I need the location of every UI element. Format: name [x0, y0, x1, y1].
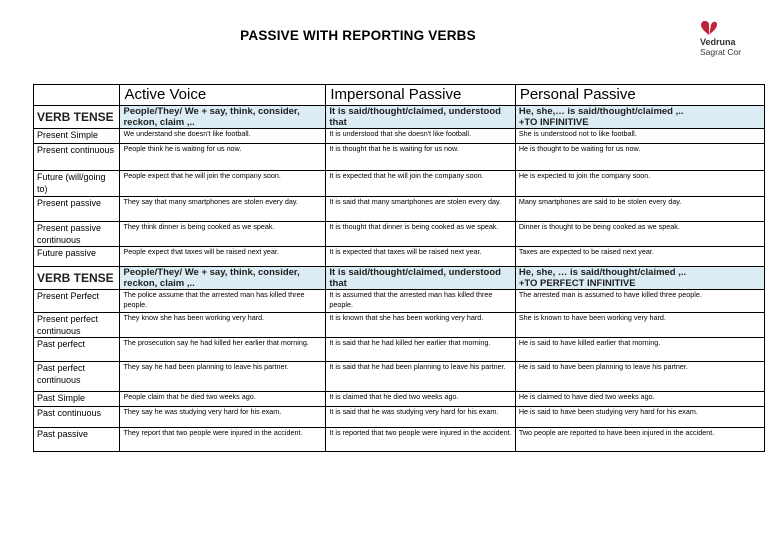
tense-name: Present passive continuous — [34, 222, 120, 247]
active-voice-example: People claim that he died two weeks ago. — [120, 392, 326, 407]
impersonal-passive-example: It is expected that taxes will be raised next year. — [326, 247, 515, 267]
personal-passive-example: He is said to have killed earlier that morning. — [515, 338, 764, 362]
personal-passive-example: Two people are reported to have been injured in the accident. — [515, 428, 764, 452]
impersonal-passive-example: It is assumed that the arrested man has killed three people. — [326, 290, 515, 313]
table-row — [34, 222, 765, 247]
table-row — [34, 428, 765, 452]
impersonal-passive-example: It is thought that he is waiting for us now. — [326, 144, 515, 171]
impersonal-passive-example: It is said that he had killed her earlier that morning. — [326, 338, 515, 362]
page-title: PASSIVE WITH REPORTING VERBS — [240, 28, 476, 43]
impersonal-passive-example: It is reported that two people were injured in the accident. — [326, 428, 515, 452]
active-voice-example: The prosecution say he had killed her earlier that morning. — [120, 338, 326, 362]
personal-passive-example: Many smartphones are said to be stolen every day. — [515, 197, 764, 222]
impersonal-passive-example: It is expected that he will join the company soon. — [326, 171, 515, 197]
personal-formula-line-1: He, she,… is said/thought/claimed ,.. — [518, 106, 684, 117]
verb-tense-header-row — [34, 267, 765, 290]
personal-passive-formula — [515, 106, 764, 129]
verb-tense-header-row — [34, 106, 765, 129]
active-voice-example: They say he had been planning to leave his partner. — [120, 362, 326, 392]
tense-name: Past perfect continuous — [34, 362, 120, 392]
tense-name: Present passive — [34, 197, 120, 222]
heart-icon — [700, 20, 718, 36]
verb-tense-label: VERB TENSE — [34, 267, 120, 290]
personal-passive-example: She is known to have been working very hard. — [515, 313, 764, 338]
table-row — [34, 313, 765, 338]
impersonal-passive-example: It is thought that dinner is being cooked as we speak. — [326, 222, 515, 247]
table-row — [34, 197, 765, 222]
impersonal-passive-example: It is claimed that he died two weeks ago. — [326, 392, 515, 407]
active-voice-example: People expect that he will join the company soon. — [120, 171, 326, 197]
table-header-row — [34, 85, 765, 106]
table-row — [34, 290, 765, 313]
reporting-verbs-table — [33, 84, 765, 452]
impersonal-passive-formula: It is said/thought/claimed, understood that — [326, 267, 515, 290]
table-row — [34, 129, 765, 144]
table-row — [34, 144, 765, 171]
header-personal-passive: Personal Passive — [515, 85, 764, 106]
active-voice-formula: People/They/ We + say, think, consider, reckon, claim ,.. — [120, 267, 326, 290]
personal-passive-example: He is said to have been planning to leave his partner. — [515, 362, 764, 392]
active-voice-example: They think dinner is being cooked as we speak. — [120, 222, 326, 247]
personal-passive-example: He is thought to be waiting for us now. — [515, 144, 764, 171]
personal-passive-example: Dinner is thought to be being cooked as we speak. — [515, 222, 764, 247]
impersonal-passive-example: It is understood that she doesn't like football. — [326, 129, 515, 144]
logo-name: Vedruna — [700, 37, 736, 47]
tense-name: Future (will/going to) — [34, 171, 120, 197]
tense-name: Present Simple — [34, 129, 120, 144]
personal-passive-example: He is claimed to have died two weeks ago. — [515, 392, 764, 407]
active-voice-formula: People/They/ We + say, think, consider, reckon, claim ,.. — [120, 106, 326, 129]
personal-formula-line-2: +TO INFINITIVE — [518, 117, 589, 128]
tense-name: Past continuous — [34, 407, 120, 428]
personal-passive-example: She is understood not to like football. — [515, 129, 764, 144]
header-empty-cell — [34, 85, 120, 106]
tense-name: Present Perfect — [34, 290, 120, 313]
active-voice-example: We understand she doesn't like football. — [120, 129, 326, 144]
impersonal-passive-example: It is said that many smartphones are stolen every day. — [326, 197, 515, 222]
personal-passive-example: Taxes are expected to be raised next year. — [515, 247, 764, 267]
active-voice-example: They report that two people were injured in the accident. — [120, 428, 326, 452]
table-row — [34, 407, 765, 428]
active-voice-example: The police assume that the arrested man has killed three people. — [120, 290, 326, 313]
tense-name: Present continuous — [34, 144, 120, 171]
impersonal-passive-example: It is known that she has been working very hard. — [326, 313, 515, 338]
table-row — [34, 362, 765, 392]
personal-passive-example: The arrested man is assumed to have killed three people. — [515, 290, 764, 313]
active-voice-example: People think he is waiting for us now. — [120, 144, 326, 171]
personal-formula-line-1: He, she, … is said/thought/claimed ,.. — [518, 267, 687, 278]
impersonal-passive-example: It is said that he was studying very hard for his exam. — [326, 407, 515, 428]
table-row — [34, 338, 765, 362]
header-impersonal-passive: Impersonal Passive — [326, 85, 515, 106]
active-voice-example: They say that many smartphones are stolen every day. — [120, 197, 326, 222]
impersonal-passive-example: It is said that he had been planning to leave his partner. — [326, 362, 515, 392]
table-row — [34, 392, 765, 407]
tense-name: Future passive — [34, 247, 120, 267]
personal-formula-line-2: +TO PERFECT INFINITIVE — [518, 278, 636, 289]
verb-tense-label: VERB TENSE — [34, 106, 120, 129]
tense-name: Past Simple — [34, 392, 120, 407]
personal-passive-formula — [515, 267, 764, 290]
personal-passive-example: He is said to have been studying very hard for his exam. — [515, 407, 764, 428]
table-row — [34, 247, 765, 267]
header-active-voice: Active Voice — [120, 85, 326, 106]
active-voice-example: They say he was studying very hard for his exam. — [120, 407, 326, 428]
impersonal-passive-formula: It is said/thought/claimed, understood that — [326, 106, 515, 129]
tense-name: Past passive — [34, 428, 120, 452]
active-voice-example: People expect that taxes will be raised next year. — [120, 247, 326, 267]
table-row — [34, 171, 765, 197]
logo-subtitle: Sagrat Cor — [700, 47, 742, 57]
active-voice-example: They know she has been working very hard. — [120, 313, 326, 338]
tense-name: Present perfect continuous — [34, 313, 120, 338]
personal-passive-example: He is expected to join the company soon. — [515, 171, 764, 197]
tense-name: Past perfect — [34, 338, 120, 362]
